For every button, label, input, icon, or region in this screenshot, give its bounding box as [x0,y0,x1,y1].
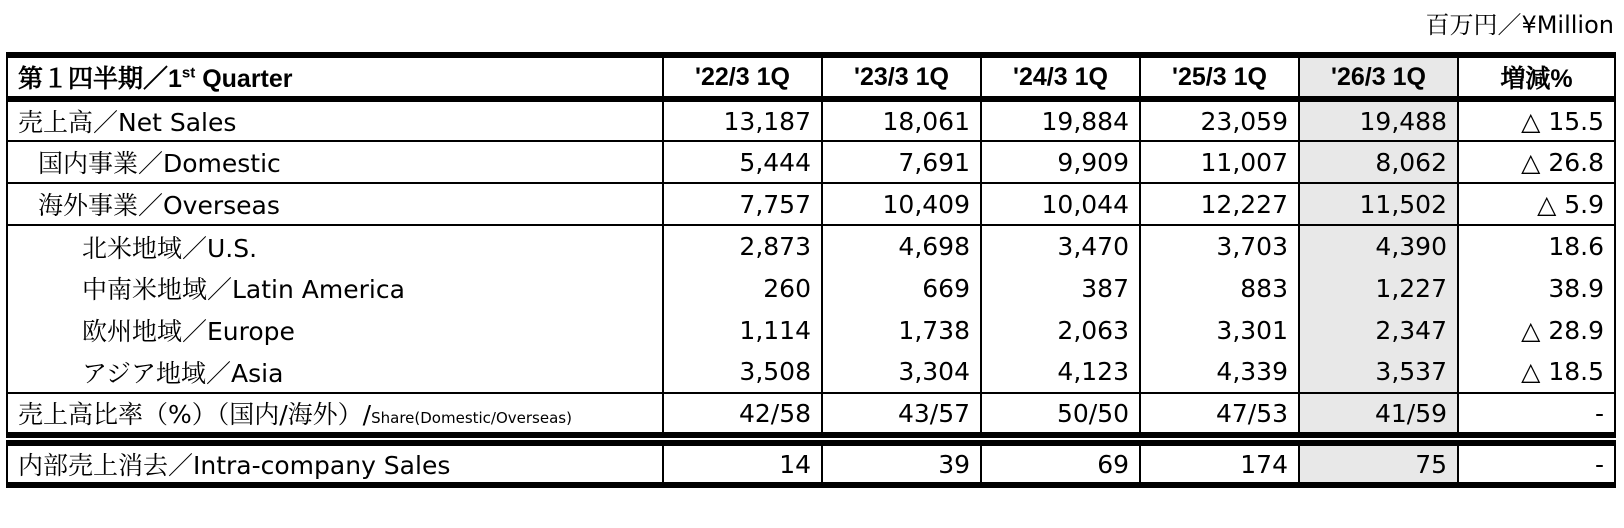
row-overseas [7,183,1615,225]
row-europe [7,309,1615,351]
cell-value: 50/50 [981,393,1140,435]
cell-value: △ 5.9 [1458,183,1615,225]
cell-value: 75 [1299,443,1458,485]
separator-row [7,435,1615,443]
col-header-25-3-1q: '25/3 1Q [1140,55,1299,99]
row-label: アジア地域／Asia [7,351,663,393]
cell-value: - [1458,443,1615,485]
cell-value: 4,123 [981,351,1140,393]
cell-value: 2,873 [663,225,822,267]
unit-label: 百万円／¥Million [1425,11,1614,39]
header-label: 第１四半期／1st Quarter [7,55,663,99]
cell-value: 10,044 [981,183,1140,225]
cell-value: 7,691 [822,141,981,183]
cell-value: 43/57 [822,393,981,435]
cell-value: 12,227 [1140,183,1299,225]
cell-value: 3,301 [1140,309,1299,351]
cell-value: 23,059 [1140,99,1299,141]
row-label: 北米地域／U.S. [7,225,663,267]
col-header-23-3-1q: '23/3 1Q [822,55,981,99]
cell-value: 8,062 [1299,141,1458,183]
col-header-26-3-1q: '26/3 1Q [1299,55,1458,99]
header-row [7,55,1615,99]
cell-value: 41/59 [1299,393,1458,435]
row-us [7,225,1615,267]
cell-value: 47/53 [1140,393,1299,435]
cell-value: 42/58 [663,393,822,435]
cell-value: - [1458,393,1615,435]
cell-value: 5,444 [663,141,822,183]
cell-value: △ 26.8 [1458,141,1615,183]
cell-value: 260 [663,267,822,309]
cell-value: 4,698 [822,225,981,267]
cell-value: 9,909 [981,141,1140,183]
cell-value: 883 [1140,267,1299,309]
row-label: 内部売上消去／Intra-company Sales [7,443,663,485]
cell-value: 669 [822,267,981,309]
cell-value: 1,114 [663,309,822,351]
cell-value: 39 [822,443,981,485]
cell-value: 18,061 [822,99,981,141]
row-asia [7,351,1615,393]
cell-value: 3,537 [1299,351,1458,393]
cell-value: 10,409 [822,183,981,225]
row-intra-company [7,443,1615,485]
row-label: 売上高比率（%）（国内/海外）/Share(Domestic/Overseas) [7,393,663,435]
cell-value: 3,304 [822,351,981,393]
cell-value: 174 [1140,443,1299,485]
cell-value: △ 15.5 [1458,99,1615,141]
cell-value: 18.6 [1458,225,1615,267]
cell-value: 14 [663,443,822,485]
row-share [7,393,1615,435]
cell-value: 11,502 [1299,183,1458,225]
cell-value: 3,508 [663,351,822,393]
cell-value: 4,390 [1299,225,1458,267]
cell-value: △ 18.5 [1458,351,1615,393]
row-label: 欧州地域／Europe [7,309,663,351]
cell-value: 11,007 [1140,141,1299,183]
cell-value: 3,470 [981,225,1140,267]
quarterly-sales-table [6,52,1616,488]
row-domestic [7,141,1615,183]
row-label: 国内事業／Domestic [7,141,663,183]
cell-value: 13,187 [663,99,822,141]
cell-value: 2,063 [981,309,1140,351]
cell-value: 69 [981,443,1140,485]
cell-value: 1,227 [1299,267,1458,309]
cell-value: 38.9 [1458,267,1615,309]
cell-value: 19,488 [1299,99,1458,141]
cell-value: 7,757 [663,183,822,225]
col-header-22-3-1q: '22/3 1Q [663,55,822,99]
cell-value: 2,347 [1299,309,1458,351]
cell-value: 387 [981,267,1140,309]
row-latin-america [7,267,1615,309]
cell-value: 19,884 [981,99,1140,141]
cell-value: △ 28.9 [1458,309,1615,351]
col-header-24-3-1q: '24/3 1Q [981,55,1140,99]
cell-value: 3,703 [1140,225,1299,267]
row-net-sales [7,99,1615,141]
cell-value: 4,339 [1140,351,1299,393]
row-label: 海外事業／Overseas [7,183,663,225]
row-label: 売上高／Net Sales [7,99,663,141]
col-header-change-pct: 増減% [1458,55,1615,99]
row-label: 中南米地域／Latin America [7,267,663,309]
cell-value: 1,738 [822,309,981,351]
